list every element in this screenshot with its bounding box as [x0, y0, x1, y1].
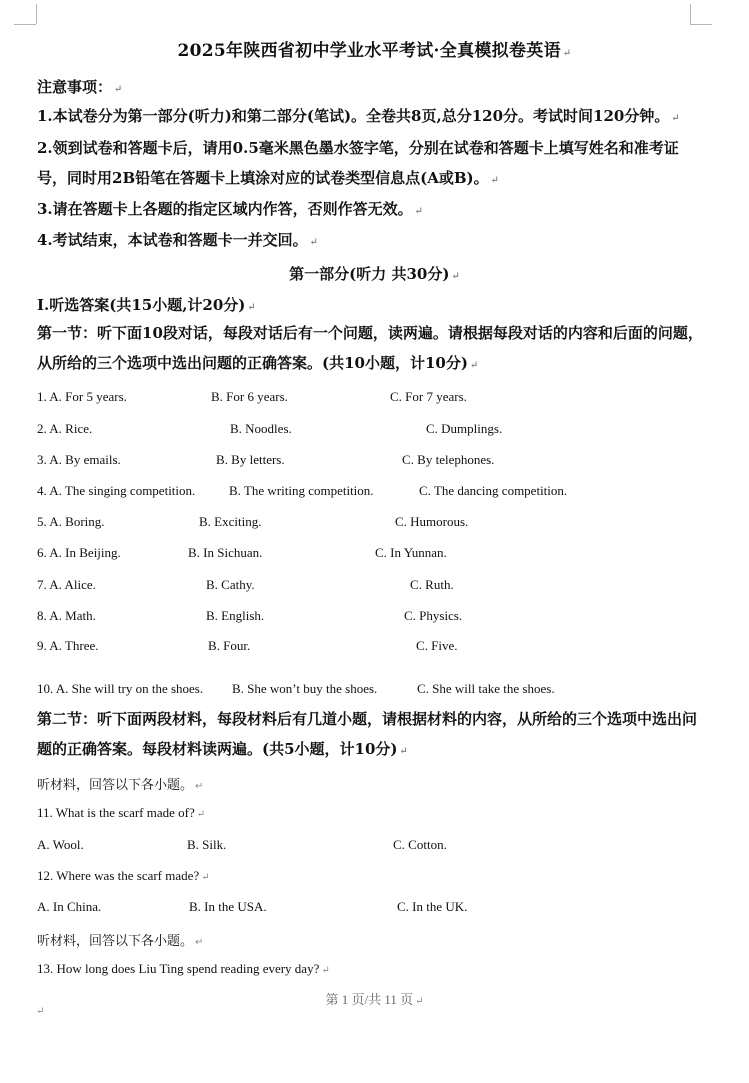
crop-mark-top-left-vertical [36, 4, 37, 24]
notice-item-2: 2.领到试卷和答题卡后，请用0.5毫米黑色墨水签字笔，分别在试卷和答题卡上填写姓名和准考证号，同时用2B铅笔在答题卡上填涂对应的试卷类型信息点(A或B)。 ↵ [37, 139, 679, 187]
q1-option-a: 1. A. For 5 years. [37, 389, 127, 404]
q9-option-b: B. Four. [208, 638, 251, 653]
question-13: 13. How long does Liu Ting spend reading every day? ↵ [37, 961, 330, 976]
q10-option-c: C. She will take the shoes. [417, 681, 555, 696]
page-footer: 第 1 页/共 11 页 ↵ [325, 992, 424, 1007]
q1-option-c: C. For 7 years. [390, 389, 467, 404]
q10-option-b: B. She won’t buy the shoes. [232, 681, 378, 696]
question-11: 11. What is the scarf made of? ↵ [37, 805, 206, 820]
q12-option-a: A. In China. [37, 899, 102, 914]
q4-option-b: B. The writing competition. [229, 483, 374, 498]
q9-option-c: C. Five. [416, 638, 458, 653]
document-title: 2025年陕西省初中学业水平考试·全真模拟卷英语 ↵ [177, 41, 572, 61]
q8-option-b: B. English. [206, 608, 265, 623]
q11-option-a: A. Wool. [37, 837, 84, 852]
notice-item-1: 1.本试卷分为第一部分(听力)和第二部分(笔试)。全卷共8页,总分120分。考试时间120分钟。 ↵ [37, 107, 680, 125]
crop-mark-top-right [690, 24, 712, 25]
q8-option-a: 8. A. Math. [37, 608, 96, 623]
q6-option-a: 6. A. In Beijing. [37, 545, 121, 560]
crop-mark-top-right-vertical [690, 4, 691, 24]
q10-option-a: 10. A. She will try on the shoes. [37, 681, 204, 696]
q2-option-b: B. Noodles. [230, 421, 292, 436]
q7-option-b: B. Cathy. [206, 577, 255, 592]
q12-option-b: B. In the USA. [189, 899, 267, 914]
material-prompt-2: 听材料，回答以下各小题。 ↵ [37, 934, 204, 949]
paragraph-mark: ↵ [36, 1006, 45, 1017]
section-i-heading: Ⅰ.听选答案(共15小题,计20分) ↵ [37, 296, 256, 314]
crop-mark-top-left [14, 24, 36, 25]
q7-option-c: C. Ruth. [410, 577, 454, 592]
section-one-instructions: 第一节：听下面10段对话，每段对话后有一个问题，读两遍。请根据每段对话的内容和后面的问题，从所给的三个选项中选出问题的正确答案。(共10小题，计10分) ↵ [37, 324, 703, 372]
part-one-heading: 第一部分(听力 共30分) ↵ [289, 265, 460, 283]
notice-heading: 注意事项： ↵ [37, 78, 123, 96]
q11-option-b: B. Silk. [187, 837, 227, 852]
q3-option-c: C. By telephones. [402, 452, 495, 467]
material-prompt-1: 听材料，回答以下各小题。 ↵ [37, 778, 204, 793]
notice-item-3: 3.请在答题卡上各题的指定区域内作答，否则作答无效。 ↵ [37, 200, 424, 218]
q6-option-b: B. In Sichuan. [188, 545, 263, 560]
q12-option-c: C. In the UK. [397, 899, 468, 914]
q2-option-c: C. Dumplings. [426, 421, 503, 436]
q9-option-a: 9. A. Three. [37, 638, 99, 653]
q2-option-a: 2. A. Rice. [37, 421, 93, 436]
q3-option-b: B. By letters. [216, 452, 285, 467]
q11-option-c: C. Cotton. [393, 837, 447, 852]
q1-option-b: B. For 6 years. [211, 389, 288, 404]
q4-option-a: 4. A. The singing competition. [37, 483, 196, 498]
q6-option-c: C. In Yunnan. [375, 545, 447, 560]
q5-option-b: B. Exciting. [199, 514, 262, 529]
notice-item-4: 4.考试结束，本试卷和答题卡一并交回。 ↵ [37, 231, 319, 249]
question-12: 12. Where was the scarf made? ↵ [37, 868, 210, 883]
q3-option-a: 3. A. By emails. [37, 452, 121, 467]
section-two-instructions: 第二节：听下面两段材料，每段材料后有几道小题，请根据材料的内容，从所给的三个选项中选出问题的正确答案。每段材料读两遍。(共5小题，计10分) ↵ [37, 710, 698, 758]
q5-option-c: C. Humorous. [395, 514, 469, 529]
q7-option-a: 7. A. Alice. [37, 577, 96, 592]
q8-option-c: C. Physics. [404, 608, 463, 623]
q4-option-c: C. The dancing competition. [419, 483, 568, 498]
q5-option-a: 5. A. Boring. [37, 514, 105, 529]
